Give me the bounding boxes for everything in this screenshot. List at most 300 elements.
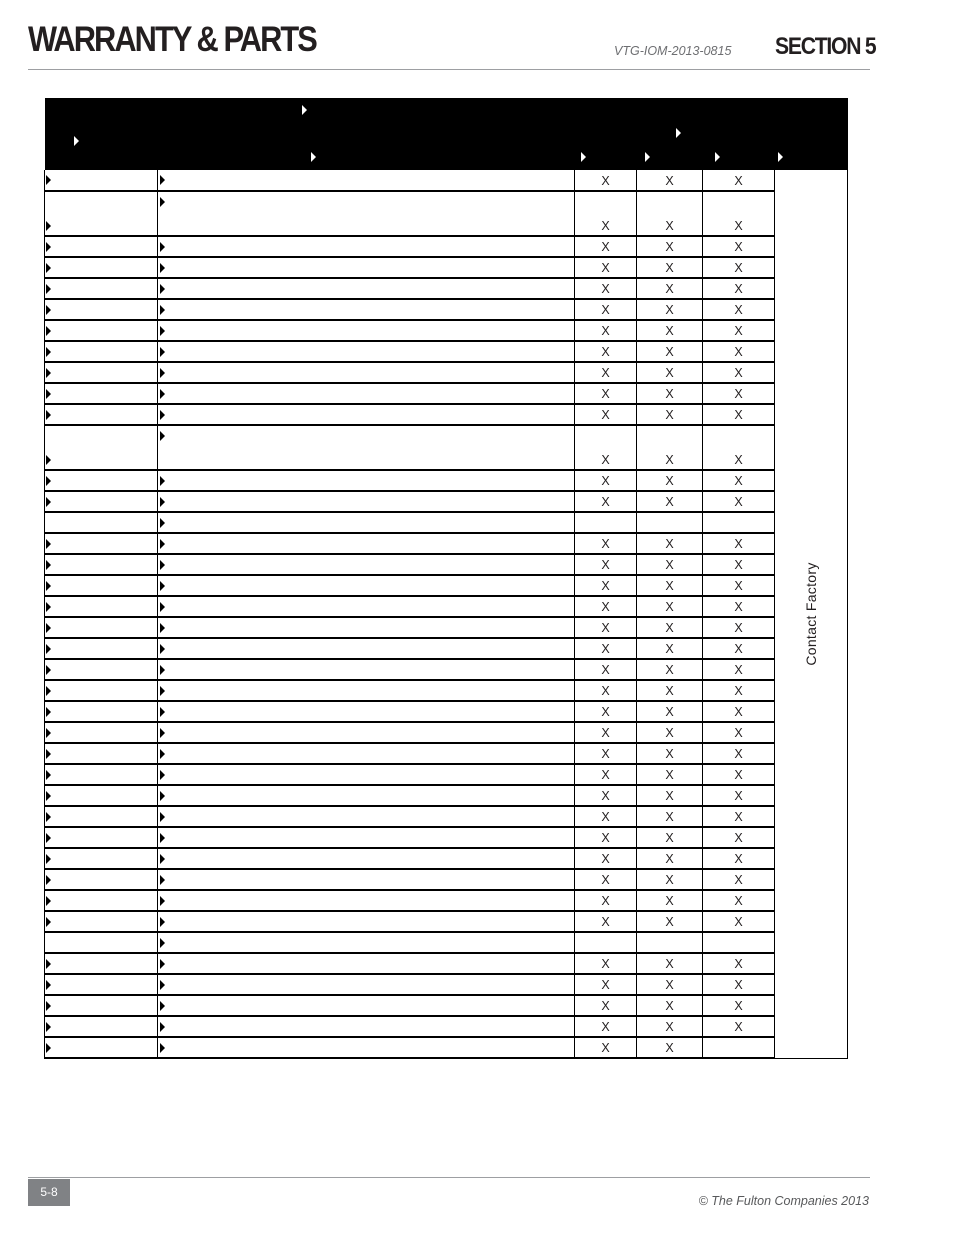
part-number-cell — [45, 659, 158, 680]
part-number-cell — [45, 743, 158, 764]
availability-mark-cell: X — [703, 554, 775, 575]
availability-mark-cell — [575, 512, 637, 533]
bullet-arrow-icon — [160, 581, 165, 591]
table-row — [45, 974, 848, 995]
availability-mark-cell: X — [575, 953, 637, 974]
bullet-arrow-icon — [311, 152, 316, 162]
availability-mark-cell: X — [637, 785, 703, 806]
description-cell — [158, 491, 575, 512]
bullet-arrow-icon — [160, 518, 165, 528]
bullet-arrow-icon — [46, 347, 51, 357]
table-row — [45, 191, 848, 236]
availability-mark-cell: X — [703, 890, 775, 911]
part-number-cell — [45, 806, 158, 827]
description-cell — [158, 1016, 575, 1037]
table-row — [45, 1016, 848, 1037]
bullet-arrow-icon — [778, 152, 783, 162]
table-header-row — [45, 98, 848, 170]
availability-mark-cell: X — [703, 425, 775, 470]
availability-mark-cell: X — [703, 533, 775, 554]
availability-mark-cell: X — [575, 278, 637, 299]
part-number-cell — [45, 995, 158, 1016]
availability-mark-cell: X — [637, 953, 703, 974]
bullet-arrow-icon — [46, 980, 51, 990]
availability-mark-cell: X — [575, 911, 637, 932]
part-number-cell — [45, 911, 158, 932]
bullet-arrow-icon — [46, 644, 51, 654]
availability-mark-cell: X — [575, 257, 637, 278]
availability-mark-cell: X — [637, 533, 703, 554]
availability-mark-cell: X — [703, 722, 775, 743]
part-number-cell — [45, 1016, 158, 1037]
bullet-arrow-icon — [46, 749, 51, 759]
bullet-arrow-icon — [46, 959, 51, 969]
table-row — [45, 911, 848, 932]
table-row — [45, 236, 848, 257]
part-number-cell — [45, 278, 158, 299]
availability-mark-cell — [637, 512, 703, 533]
table-row — [45, 341, 848, 362]
availability-mark-cell: X — [575, 890, 637, 911]
description-cell — [158, 512, 575, 533]
availability-mark-cell: X — [703, 236, 775, 257]
table-row — [45, 596, 848, 617]
availability-mark-cell: X — [703, 299, 775, 320]
part-number-cell — [45, 533, 158, 554]
availability-mark-cell: X — [703, 953, 775, 974]
description-cell — [158, 827, 575, 848]
availability-mark-cell: X — [575, 995, 637, 1016]
bullet-arrow-icon — [46, 263, 51, 273]
part-number-cell — [45, 191, 158, 236]
description-cell — [158, 722, 575, 743]
availability-mark-cell: X — [575, 869, 637, 890]
table-row — [45, 425, 848, 470]
part-number-cell — [45, 932, 158, 953]
bullet-arrow-icon — [46, 560, 51, 570]
bullet-arrow-icon — [46, 917, 51, 927]
bullet-arrow-icon — [46, 875, 51, 885]
availability-mark-cell: X — [575, 341, 637, 362]
description-cell — [158, 638, 575, 659]
description-cell — [158, 383, 575, 404]
availability-mark-cell: X — [703, 257, 775, 278]
part-number-cell — [45, 764, 158, 785]
availability-mark-cell: X — [637, 596, 703, 617]
description-cell — [158, 404, 575, 425]
availability-mark-cell: X — [575, 974, 637, 995]
parts-table-body — [45, 170, 848, 1058]
table-row — [45, 764, 848, 785]
availability-mark-cell: X — [703, 911, 775, 932]
part-number-cell — [45, 299, 158, 320]
availability-mark-cell: X — [637, 995, 703, 1016]
footer-divider — [28, 1177, 870, 1178]
bullet-arrow-icon — [160, 389, 165, 399]
table-row — [45, 932, 848, 953]
part-number-cell — [45, 617, 158, 638]
bullet-arrow-icon — [46, 476, 51, 486]
availability-mark-cell: X — [703, 191, 775, 236]
bullet-arrow-icon — [46, 812, 51, 822]
bullet-arrow-icon — [160, 476, 165, 486]
availability-mark-cell: X — [575, 554, 637, 575]
table-row — [45, 170, 848, 191]
availability-mark-cell: X — [637, 701, 703, 722]
bullet-arrow-icon — [645, 152, 650, 162]
availability-mark-cell: X — [703, 362, 775, 383]
availability-mark-cell: X — [575, 362, 637, 383]
availability-mark-cell: X — [703, 701, 775, 722]
parts-table — [44, 98, 848, 1059]
header-cell-model-b — [637, 98, 703, 170]
part-number-cell — [45, 848, 158, 869]
part-number-cell — [45, 722, 158, 743]
availability-mark-cell: X — [575, 299, 637, 320]
availability-mark-cell: X — [575, 596, 637, 617]
availability-mark-cell: X — [637, 554, 703, 575]
availability-mark-cell: X — [703, 869, 775, 890]
availability-mark-cell: X — [637, 575, 703, 596]
availability-mark-cell: X — [575, 806, 637, 827]
availability-mark-cell: X — [703, 278, 775, 299]
bullet-arrow-icon — [160, 917, 165, 927]
availability-mark-cell: X — [575, 659, 637, 680]
bullet-arrow-icon — [160, 938, 165, 948]
part-number-cell — [45, 890, 158, 911]
availability-mark-cell: X — [637, 1016, 703, 1037]
table-row — [45, 995, 848, 1016]
availability-mark-cell: X — [703, 383, 775, 404]
availability-mark-cell: X — [637, 257, 703, 278]
description-cell — [158, 257, 575, 278]
part-number-cell — [45, 257, 158, 278]
availability-mark-cell: X — [637, 425, 703, 470]
bullet-arrow-icon — [160, 833, 165, 843]
availability-mark-cell: X — [637, 827, 703, 848]
description-cell — [158, 911, 575, 932]
bullet-arrow-icon — [46, 368, 51, 378]
availability-mark-cell: X — [637, 341, 703, 362]
bullet-arrow-icon — [160, 623, 165, 633]
part-number-cell — [45, 827, 158, 848]
availability-mark-cell: X — [575, 236, 637, 257]
bullet-arrow-icon — [160, 410, 165, 420]
availability-mark-cell: X — [637, 764, 703, 785]
availability-mark-cell: X — [703, 341, 775, 362]
availability-mark-cell: X — [637, 638, 703, 659]
bullet-arrow-icon — [160, 896, 165, 906]
part-number-cell — [45, 1037, 158, 1058]
bullet-arrow-icon — [160, 284, 165, 294]
bullet-arrow-icon — [160, 305, 165, 315]
availability-mark-cell: X — [575, 722, 637, 743]
description-cell — [158, 554, 575, 575]
bullet-arrow-icon — [46, 665, 51, 675]
page-number: 5-8 — [28, 1179, 70, 1206]
availability-mark-cell: X — [575, 425, 637, 470]
availability-mark-cell — [703, 1037, 775, 1058]
bullet-arrow-icon — [160, 1043, 165, 1053]
availability-mark-cell: X — [703, 806, 775, 827]
availability-mark-cell — [703, 512, 775, 533]
availability-mark-cell: X — [575, 743, 637, 764]
part-number-cell — [45, 425, 158, 470]
availability-mark-cell: X — [703, 659, 775, 680]
availability-mark-cell: X — [637, 722, 703, 743]
bullet-arrow-icon — [160, 728, 165, 738]
bullet-arrow-icon — [46, 707, 51, 717]
contact-factory-label: Contact Factory — [803, 562, 819, 666]
availability-mark-cell — [637, 932, 703, 953]
part-number-cell — [45, 341, 158, 362]
description-cell — [158, 932, 575, 953]
availability-mark-cell: X — [703, 617, 775, 638]
part-number-cell — [45, 638, 158, 659]
availability-mark-cell: X — [637, 1037, 703, 1058]
bullet-arrow-icon — [46, 770, 51, 780]
table-row — [45, 383, 848, 404]
availability-mark-cell: X — [637, 890, 703, 911]
part-number-cell — [45, 404, 158, 425]
part-number-cell — [45, 953, 158, 974]
bullet-arrow-icon — [160, 602, 165, 612]
description-cell — [158, 320, 575, 341]
part-number-cell — [45, 362, 158, 383]
table-row — [45, 404, 848, 425]
bullet-arrow-icon — [46, 284, 51, 294]
table-row — [45, 257, 848, 278]
description-cell — [158, 617, 575, 638]
description-cell — [158, 995, 575, 1016]
availability-mark-cell: X — [637, 659, 703, 680]
bullet-arrow-icon — [160, 959, 165, 969]
availability-mark-cell: X — [637, 869, 703, 890]
availability-mark-cell: X — [575, 764, 637, 785]
part-number-cell — [45, 554, 158, 575]
table-row — [45, 701, 848, 722]
description-cell — [158, 425, 575, 470]
part-number-cell — [45, 236, 158, 257]
availability-mark-cell: X — [637, 362, 703, 383]
bullet-arrow-icon — [160, 980, 165, 990]
table-row — [45, 848, 848, 869]
availability-mark-cell: X — [637, 236, 703, 257]
part-number-cell — [45, 575, 158, 596]
header-cell-model-a — [575, 98, 637, 170]
availability-mark-cell: X — [703, 638, 775, 659]
bullet-arrow-icon — [46, 242, 51, 252]
bullet-arrow-icon — [160, 347, 165, 357]
header-cell-model-d — [775, 98, 848, 170]
copyright-notice: © The Fulton Companies 2013 — [698, 1194, 869, 1208]
availability-mark-cell: X — [575, 191, 637, 236]
description-cell — [158, 743, 575, 764]
bullet-arrow-icon — [46, 728, 51, 738]
bullet-arrow-icon — [46, 854, 51, 864]
description-cell — [158, 701, 575, 722]
availability-mark-cell — [703, 932, 775, 953]
part-number-cell — [45, 869, 158, 890]
bullet-arrow-icon — [46, 410, 51, 420]
bullet-arrow-icon — [160, 665, 165, 675]
availability-mark-cell: X — [703, 974, 775, 995]
description-cell — [158, 299, 575, 320]
bullet-arrow-icon — [302, 105, 307, 115]
availability-mark-cell: X — [575, 848, 637, 869]
bullet-arrow-icon — [160, 497, 165, 507]
bullet-arrow-icon — [46, 389, 51, 399]
bullet-arrow-icon — [160, 197, 165, 207]
bullet-arrow-icon — [581, 152, 586, 162]
table-row — [45, 659, 848, 680]
bullet-arrow-icon — [46, 686, 51, 696]
availability-mark-cell: X — [637, 743, 703, 764]
availability-mark-cell: X — [575, 533, 637, 554]
availability-mark-cell: X — [637, 617, 703, 638]
part-number-cell — [45, 491, 158, 512]
availability-mark-cell: X — [575, 680, 637, 701]
part-number-cell — [45, 383, 158, 404]
bullet-arrow-icon — [160, 368, 165, 378]
bullet-arrow-icon — [46, 539, 51, 549]
availability-mark-cell: X — [703, 827, 775, 848]
bullet-arrow-icon — [160, 326, 165, 336]
table-row — [45, 533, 848, 554]
availability-mark-cell: X — [575, 575, 637, 596]
description-cell — [158, 191, 575, 236]
availability-mark-cell: X — [703, 785, 775, 806]
availability-mark-cell: X — [637, 911, 703, 932]
availability-mark-cell: X — [637, 383, 703, 404]
part-number-cell — [45, 785, 158, 806]
bullet-arrow-icon — [46, 833, 51, 843]
part-number-cell — [45, 701, 158, 722]
bullet-arrow-icon — [46, 1022, 51, 1032]
table-row — [45, 953, 848, 974]
availability-mark-cell: X — [703, 995, 775, 1016]
bullet-arrow-icon — [160, 539, 165, 549]
description-cell — [158, 764, 575, 785]
availability-mark-cell: X — [703, 680, 775, 701]
bullet-arrow-icon — [160, 263, 165, 273]
availability-mark-cell: X — [703, 575, 775, 596]
availability-mark-cell: X — [703, 848, 775, 869]
bullet-arrow-icon — [74, 136, 79, 146]
description-cell — [158, 236, 575, 257]
table-row — [45, 575, 848, 596]
bullet-arrow-icon — [46, 497, 51, 507]
bullet-arrow-icon — [46, 305, 51, 315]
bullet-arrow-icon — [46, 326, 51, 336]
page-title: WARRANTY & PARTS — [28, 20, 316, 59]
part-number-cell — [45, 974, 158, 995]
bullet-arrow-icon — [160, 749, 165, 759]
availability-mark-cell: X — [575, 404, 637, 425]
description-cell — [158, 533, 575, 554]
availability-mark-cell: X — [575, 785, 637, 806]
table-row — [45, 320, 848, 341]
part-number-cell — [45, 170, 158, 191]
availability-mark-cell: X — [637, 806, 703, 827]
bullet-arrow-icon — [46, 896, 51, 906]
bullet-arrow-icon — [46, 455, 51, 465]
table-row — [45, 743, 848, 764]
availability-mark-cell — [575, 932, 637, 953]
table-row — [45, 1037, 848, 1058]
bullet-arrow-icon — [676, 128, 681, 138]
table-row — [45, 299, 848, 320]
table-row — [45, 470, 848, 491]
description-cell — [158, 278, 575, 299]
description-cell — [158, 848, 575, 869]
part-number-cell — [45, 470, 158, 491]
availability-mark-cell: X — [575, 383, 637, 404]
header-cell-model-c — [703, 98, 775, 170]
bullet-arrow-icon — [46, 175, 51, 185]
description-cell — [158, 806, 575, 827]
availability-mark-cell: X — [575, 1016, 637, 1037]
availability-mark-cell: X — [575, 701, 637, 722]
description-cell — [158, 341, 575, 362]
bullet-arrow-icon — [46, 623, 51, 633]
table-row — [45, 491, 848, 512]
availability-mark-cell: X — [703, 170, 775, 191]
availability-mark-cell: X — [703, 743, 775, 764]
availability-mark-cell: X — [575, 638, 637, 659]
availability-mark-cell: X — [637, 299, 703, 320]
availability-mark-cell: X — [637, 191, 703, 236]
availability-mark-cell: X — [703, 764, 775, 785]
bullet-arrow-icon — [46, 602, 51, 612]
section-label: SECTION 5 — [775, 33, 876, 60]
availability-mark-cell: X — [703, 596, 775, 617]
availability-mark-cell: X — [637, 680, 703, 701]
table-row — [45, 722, 848, 743]
bullet-arrow-icon — [160, 644, 165, 654]
part-number-cell — [45, 596, 158, 617]
availability-mark-cell: X — [637, 170, 703, 191]
bullet-arrow-icon — [160, 770, 165, 780]
description-cell — [158, 170, 575, 191]
availability-mark-cell: X — [637, 470, 703, 491]
bullet-arrow-icon — [160, 854, 165, 864]
table-row — [45, 890, 848, 911]
availability-mark-cell: X — [575, 617, 637, 638]
availability-mark-cell: X — [575, 1037, 637, 1058]
bullet-arrow-icon — [160, 791, 165, 801]
part-number-cell — [45, 680, 158, 701]
availability-mark-cell: X — [637, 491, 703, 512]
description-cell — [158, 953, 575, 974]
description-cell — [158, 575, 575, 596]
availability-mark-cell: X — [637, 974, 703, 995]
table-row — [45, 362, 848, 383]
description-cell — [158, 470, 575, 491]
availability-mark-cell: X — [575, 491, 637, 512]
bullet-arrow-icon — [46, 1001, 51, 1011]
header-divider — [28, 69, 870, 70]
bullet-arrow-icon — [160, 707, 165, 717]
availability-mark-cell: X — [575, 320, 637, 341]
availability-mark-cell: X — [703, 1016, 775, 1037]
availability-mark-cell: X — [703, 404, 775, 425]
table-row — [45, 785, 848, 806]
table-row — [45, 554, 848, 575]
description-cell — [158, 869, 575, 890]
description-cell — [158, 890, 575, 911]
table-row — [45, 638, 848, 659]
